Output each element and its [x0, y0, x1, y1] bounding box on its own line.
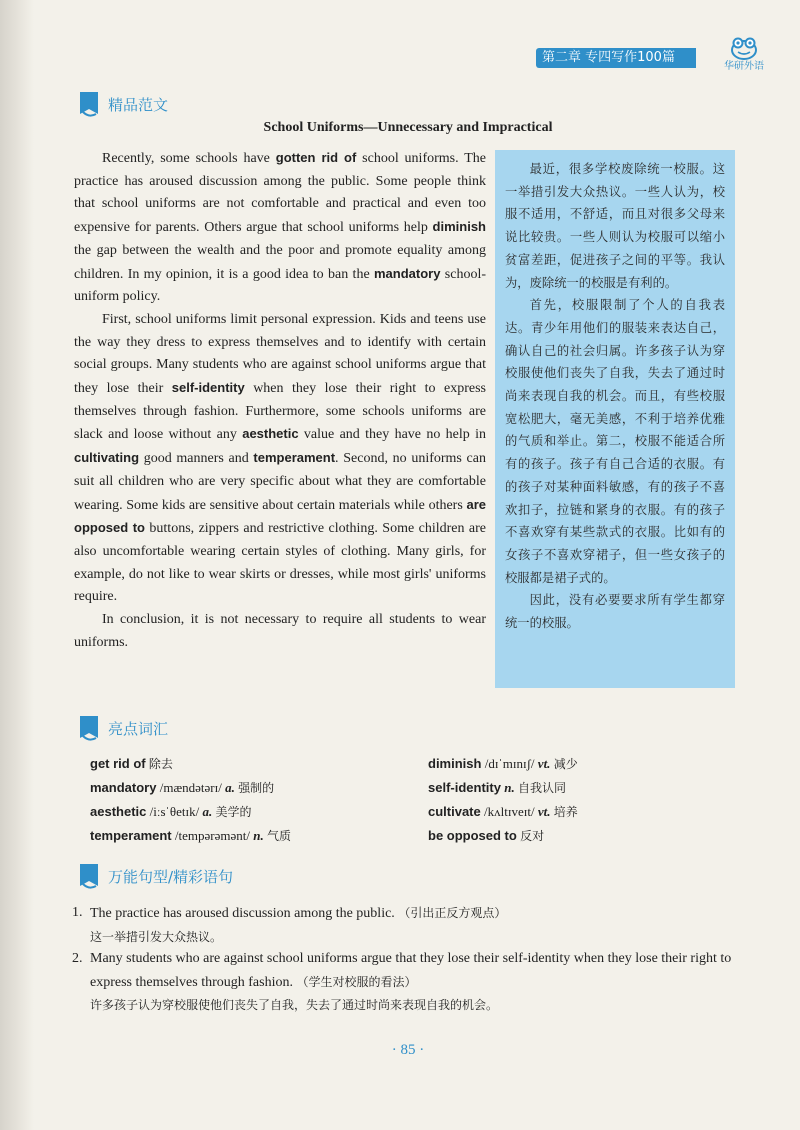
vocab-item [90, 800, 291, 824]
vocab-phonetic: /tempərəmənt/ [174, 828, 250, 843]
vocab-meaning: 强制的 [238, 781, 275, 795]
translation-paragraph: 最近，很多学校废除统一校服。这一举措引发大众热议。一些人认为，校服不适用，不舒适，而且对很多父母来说比较贵。一些人则认为校服可以缩小贫富差距，促进孩子之间的平等。我认为，废除统一的校服是有利的。 [505, 162, 725, 290]
vocab-meaning: 培养 [553, 805, 578, 819]
vocab-list-left [90, 752, 291, 848]
vocab-phonetic: /dɪˈmɪnɪʃ/ [484, 756, 535, 771]
sentence-number: 1. [72, 905, 83, 920]
publisher-logo [704, 36, 784, 76]
vocab-pos: n. [504, 780, 515, 795]
vocab-item [428, 752, 578, 776]
logo-text: 华研外语 [724, 61, 764, 72]
vocab-meaning: 气质 [266, 829, 291, 843]
sentence-number: 2. [72, 951, 83, 966]
vocab-phonetic: /iːsˈθetɪk/ [149, 804, 200, 819]
vocab-pos: vt. [537, 804, 551, 819]
vocab-word: be opposed to [428, 828, 517, 843]
vocab-word: self-identity [428, 780, 501, 795]
highlight-phrase: temperament [253, 450, 336, 466]
page-number: · 85 · [391, 1042, 425, 1058]
translation-box [495, 150, 735, 688]
sentence-note: （学生对校服的看法） [296, 974, 417, 989]
vocab-item [90, 752, 291, 776]
vocab-item [428, 800, 578, 824]
vocab-pos: a. [225, 780, 235, 795]
vocab-word: aesthetic [90, 804, 147, 819]
bookmark-icon [78, 716, 100, 742]
vocab-item [90, 776, 291, 800]
vocab-word: mandatory [90, 780, 157, 795]
sentence-list [72, 902, 764, 1017]
sentence-item [72, 902, 764, 948]
vocab-meaning: 除去 [148, 757, 173, 771]
vocab-phonetic: /kʌltɪveɪt/ [484, 804, 535, 819]
highlight-phrase: gotten rid of [275, 150, 357, 165]
sentence-note: （引出正反方观点） [398, 906, 507, 920]
vocab-word: diminish [428, 756, 482, 771]
vocab-pos: a. [202, 804, 213, 819]
vocab-meaning: 减少 [553, 757, 578, 771]
vocab-phonetic: /mændətərɪ/ [159, 780, 222, 795]
article-title: School Uniforms—Unnecessary and Impractical [263, 120, 553, 135]
vocab-item [90, 824, 291, 848]
section-title: 亮点词汇 [108, 720, 169, 738]
translation-paragraph: 因此，没有必要要求所有学生都穿统一的校服。 [505, 593, 725, 631]
vocab-list-right [428, 752, 578, 848]
sentence-english: The practice has aroused discussion among the public. [90, 906, 395, 921]
highlight-phrase: self-identity [171, 380, 245, 396]
vocab-word: get rid of [90, 756, 146, 771]
sentence-english: Many students who are against school uniforms argue that they lose their self-identity when they lose their right to express themselves through fashion. [90, 951, 732, 990]
section-title: 万能句型/精彩语句 [108, 868, 234, 886]
vocab-word: temperament [90, 828, 172, 843]
vocab-item [428, 776, 578, 800]
frog-logo-icon [729, 36, 759, 60]
essay-body [74, 147, 486, 654]
sentence-chinese: 许多孩子认为穿校服使他们丧失了自我，失去了通过时尚来表现自我的机会。 [90, 998, 499, 1012]
bookmark-icon [78, 864, 100, 890]
vocab-meaning: 反对 [520, 829, 545, 843]
sentence-chinese: 这一举措引发大众热议。 [90, 929, 223, 944]
essay-paragraph: In conclusion, it is not necessary to require all students to wear uniforms. [74, 612, 486, 650]
bookmark-icon [78, 92, 100, 118]
highlight-phrase: mandatory [373, 265, 441, 281]
vocab-item [428, 824, 578, 848]
vocab-word: cultivate [428, 804, 481, 819]
binding-shadow [0, 0, 34, 1130]
chapter-header: 第二章 专四写作100篇 [536, 48, 696, 68]
vocab-meaning: 美学的 [215, 805, 252, 819]
highlight-phrase: are opposed to [74, 496, 486, 536]
highlight-phrase: diminish [432, 219, 486, 235]
highlight-phrase: aesthetic [242, 426, 299, 442]
essay-paragraph: First, school uniforms limit personal expression. Kids and teens use the way they dress to express themselves and to identify with certain social groups. Many students who are against school uniforms argue that they lose their self-identity when they lose their right to express themselves through fashion. Furthermore, some schools uniforms are slack and loose without any aesthetic value and they have no help in cultivating good manners and temperament. Second, no uniforms can suit all children who are very specific about what they are comfortable wearing. Some kids are sensitive about certain materials while others are opposed to buttons, zippers and restrictive clothing. Some children are also uncomfortable wearing certain styles of clothing. Many girls, for example, do not like to wear skirts or dresses, while most girls' uniforms require. [74, 311, 487, 605]
vocab-pos: n. [253, 828, 264, 843]
section-title: 精品范文 [108, 96, 169, 114]
essay-paragraph: Recently, some schools have gotten rid of school uniforms. The practice has aroused discussion among the public. Some people think that school uniforms are not comfortable and practical and even too expensive for parents. Others argue that school uniforms help diminish the gap between the wealth and the poor and promote equality among children. In my opinion, it is a good idea to ban the mandatory school-uniform policy. [74, 150, 486, 305]
highlight-phrase: cultivating [74, 450, 140, 466]
vocab-meaning: 自我认同 [517, 781, 566, 795]
vocab-pos: vt. [537, 756, 551, 771]
sentence-item [72, 948, 764, 1017]
translation-paragraph: 首先，校服限制了个人的自我表达。青少年用他们的服装来表达自己，确认自己的社会归属。许多孩子认为穿校服使他们丧失了自我，失去了通过时尚来表现自我的机会。而且，有些校服宽松肥大，毫无美感，不利于培养优雅的气质和举止。第二，校服不能适合所有的孩子。孩子有自己合适的衣服。有的孩子对某种面料敏感，有的孩子不喜欢扣子，拉链和紧身的衣服。有的孩子不喜欢穿有某些款式的衣服。比如有的女孩子不喜欢穿裙子，但一些女孩子的校服都是裙子式的。 [505, 298, 725, 585]
